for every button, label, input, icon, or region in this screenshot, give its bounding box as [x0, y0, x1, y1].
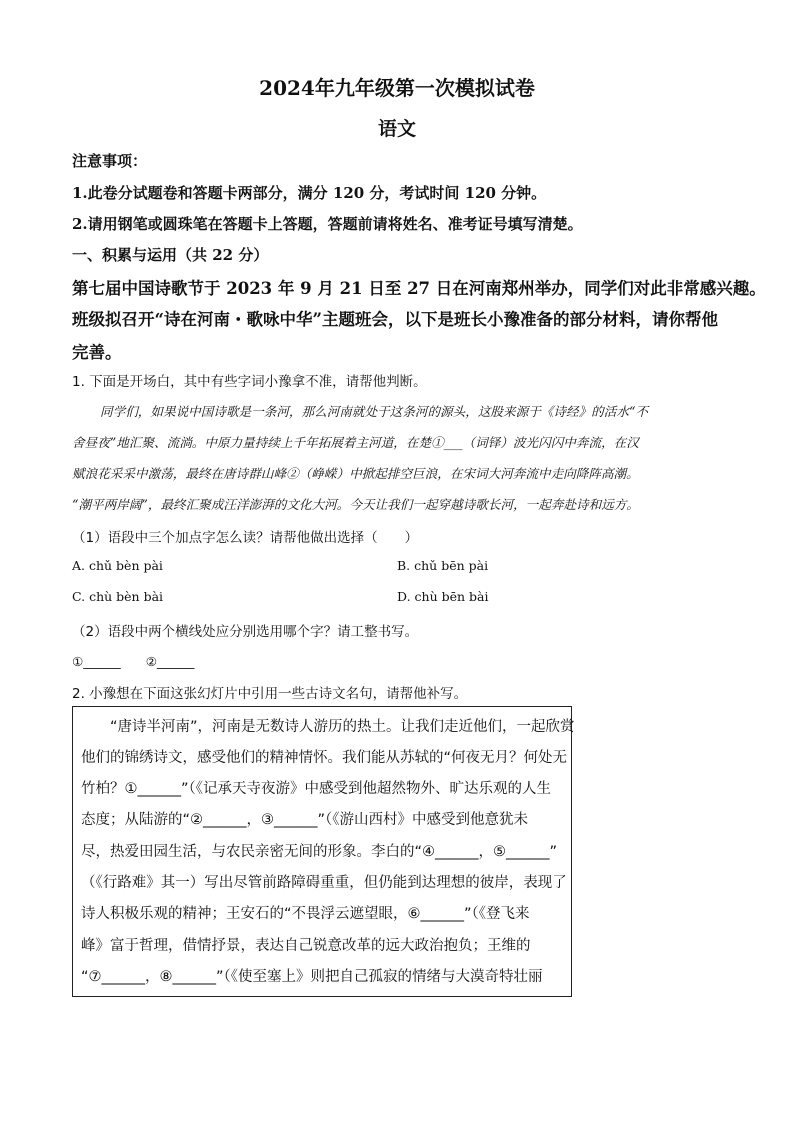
box-line: 诗人积极乐观的精神；王安石的“不畏浮云遮望眼，⑥______”（《登飞来 — [81, 906, 530, 922]
exam-subject: 语文 — [377, 118, 416, 140]
passage-line: “潮平两岸阔”，最终汇聚成汪洋澎湃的文化大河。今天让我们一起穿越诗歌长河，一起奔赴诗和远方。 — [72, 497, 640, 512]
question-1-sub-1: （1）语段中三个加点字怎么读？请帮他做出选择（ ） — [72, 530, 419, 546]
answer-blanks[interactable]: ①______ ②______ — [72, 654, 195, 669]
passage-line: 赋浪花采采中激荡，最终在唐诗群山峰②（峥嵘）中掀起排空巨浪，在宋词大河奔流中走向降阵高潮。 — [72, 466, 639, 481]
section-heading: 一、积累与运用（共 22 分） — [72, 246, 269, 264]
section-intro-line-2: 班级拟召开“诗在河南・歌咏中华”主题班会，以下是班长小豫准备的部分材料，请你帮他 — [72, 310, 718, 329]
notice-heading: 注意事项： — [72, 152, 148, 170]
passage-line: 同学们，如果说中国诗歌是一条河，那么河南就处于这条河的源头，这股来源于《诗经》的活水“不 — [100, 404, 648, 419]
option-a[interactable]: A. chǔ bèn pài — [72, 558, 163, 573]
option-d[interactable]: D. chù bēn bài — [397, 589, 489, 604]
box-line: 尽，热爱田园生活，与农民亲密无间的形象。李白的“④______，⑤______” — [81, 844, 558, 860]
passage-line: 舍昼夜”地汇聚、流淌。中原力量持续上千年拓展着主河道，在楚①___（词铎）波光闪闪中奔流，在汉 — [72, 435, 639, 450]
box-line: 他们的锦绣诗文，感受他们的精神情怀。我们能从苏轼的“何夜无月？何处无 — [81, 750, 568, 766]
question-1-sub-2: （2）语段中两个横线处应分别选用哪个字？请工整书写。 — [72, 624, 419, 640]
box-line: “⑦______，⑧______”（《使至塞上》则把自己孤寂的情绪与大漠奇特壮丽 — [81, 969, 543, 985]
box-line: 态度；从陆游的“②______，③______”（《游山西村》中感受到他意犹未 — [81, 812, 529, 828]
box-line: （《行路难》其一）写出尽管前路障碍重重，但仍能到达理想的彼岸，表现了 — [81, 875, 567, 891]
option-c[interactable]: C. chù bèn bài — [72, 589, 164, 604]
section-intro-line-1: 第七届中国诗歌节于 2023 年 9 月 21 日至 27 日在河南郑州举办，同学们对此非常感兴趣。 — [72, 279, 766, 298]
section-intro-line-3: 完善。 — [72, 343, 122, 362]
box-line: “唐诗半河南”，河南是无数诗人游历的热土。让我们走近他们，一起欣赏 — [81, 719, 575, 735]
box-line: 竹柏？①______”（《记承天寺夜游》中感受到他超然物外、旷达乐观的人生 — [81, 781, 552, 797]
box-line: 峰》富于哲理，借情抒景，表达自己锐意改革的远大政治抱负；王维的 — [81, 938, 531, 954]
notice-item-2: 2.请用钢笔或圆珠笔在答题卡上答题，答题前请将姓名、准考证号填写清楚。 — [72, 215, 583, 233]
notice-item-1: 1.此卷分试题卷和答题卡两部分，满分 120 分，考试时间 120 分钟。 — [72, 184, 547, 202]
slide-quote-box — [72, 706, 575, 997]
option-b[interactable]: B. chǔ bēn pài — [397, 558, 489, 573]
question-2-stem: 2. 小豫想在下面这张幻灯片中引用一些古诗文名句，请帮他补写。 — [72, 686, 468, 702]
question-1-stem: 1. 下面是开场白，其中有些字词小豫拿不准，请帮他判断。 — [72, 374, 427, 390]
exam-title: 2024年九年级第一次模拟试卷 — [259, 76, 535, 100]
